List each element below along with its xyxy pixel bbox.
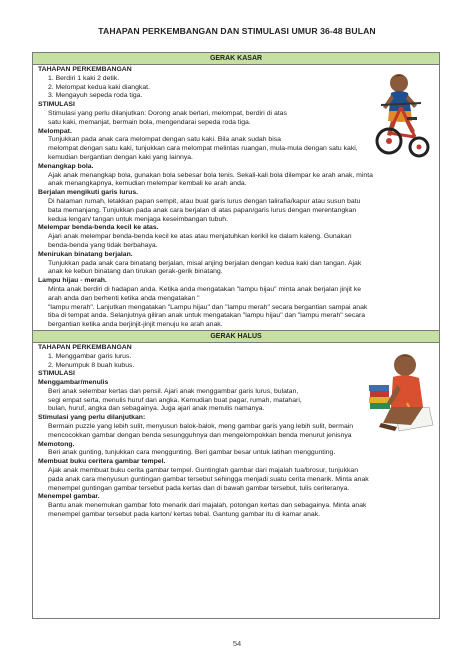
lanjut-text: mencocokkan gambar dengan benda sesungguhnya dan mengelompokkan benda menurut jenisnya bbox=[48, 431, 352, 439]
melempar-benda-label: Melempar benda-benda kecil ke atas. bbox=[38, 224, 159, 232]
melompat-text: Tunjukkan pada anak cara melompat dengan satu kaki. Bila anak sudah bisa bbox=[48, 136, 281, 144]
lanjut-label: Stimulasi yang perlu dilanjutkan: bbox=[38, 414, 146, 422]
halus-stimulasi-label: STIMULASI bbox=[38, 370, 75, 378]
menggambar-label: Menggambar/menulis bbox=[38, 379, 109, 387]
child-drawing-illustration bbox=[367, 345, 435, 439]
melempar-benda-text: Ajari anak melempar benda-benda kecil ke atas atau menjatuhkan kerikil ke dalam kaleng. Gunakan bbox=[48, 233, 352, 241]
kasar-stimulasi-label: STIMULASI bbox=[38, 101, 75, 109]
menempel-text: menempel gambar tersebut pada karton/ kertas tebal. Gantung gambar itu di kamar anak. bbox=[48, 511, 320, 519]
memotong-label: Memotong. bbox=[38, 440, 75, 448]
melempar-benda-text: benda-benda yang tidak berbahaya. bbox=[48, 241, 158, 249]
gerak-halus-header: GERAK HALUS bbox=[33, 330, 439, 343]
lanjut-text: Bermain puzzle yang lebih sulit, menyusun balok-balok, meng gambar garis yang lebih sulit, bermain bbox=[48, 423, 354, 431]
melompat-text: melompat dengan satu kaki, tunjukkan cara melompat melintas ruangan, mula-mula dengan satu kaki, bbox=[48, 145, 358, 153]
kasar-stimulasi-text: satu kaki, memanjat, bermain bola, mengendarai sepeda roda tiga. bbox=[48, 118, 251, 126]
list-item: 2. Melompat kedua kaki diangkat. bbox=[48, 83, 150, 91]
lampu-text: tiba di tempat anda. Selanjutnya giliran anak untuk mengatakan "lampu hijau" dan "lampu merah" secara bbox=[48, 312, 366, 320]
menangkap-bola-label: Menangkap bola. bbox=[38, 162, 94, 170]
garis-lurus-text: kedua lengan/ tangan untuk menjaga keseimbangan tubuh. bbox=[48, 215, 228, 223]
menggambar-text: segi empat serta, menulis huruf dan angka. Kemudian buat pagar, rumah, matahari, bbox=[48, 396, 302, 404]
lampu-label: Lampu hijau - merah. bbox=[38, 277, 107, 285]
list-item: 1. Menggambar garis lurus. bbox=[48, 352, 132, 360]
list-item: 2. Menumpuk 8 buah kubus. bbox=[48, 361, 135, 369]
buku-cerita-label: Membuat buku ceritera gambar tempel. bbox=[38, 458, 166, 466]
halus-tahapan-label: TAHAPAN PERKEMBANGAN bbox=[38, 343, 132, 351]
buku-cerita-text: menempel guntingan gambar tersebut pada kertas dan di bawah gambar tersebut, tulis ceriteranya. bbox=[48, 484, 350, 492]
child-tricycle-illustration bbox=[369, 67, 435, 161]
memotong-text: Beri anak gunting, tunjukkan cara menggunting. Beri gambar besar untuk latihan menggunting. bbox=[48, 449, 336, 457]
melompat-text: kemudian bergantian dengan kaki yang lainnya. bbox=[48, 153, 193, 161]
menggambar-text: Beri anak selembar kertas dan pensil. Ajari anak menggambar garis lurus, bulatan, bbox=[48, 387, 299, 395]
list-item: 3. Mengayuh sepeda roda tiga. bbox=[48, 92, 143, 100]
gerak-kasar-section bbox=[33, 65, 439, 330]
lampu-text: arah anda dan berhenti ketika anda mengatakan " bbox=[48, 294, 200, 302]
menempel-label: Menempel gambar. bbox=[38, 493, 100, 501]
page-title: TAHAPAN PERKEMBANGAN DAN STIMULASI UMUR 36-48 BULAN bbox=[98, 26, 376, 36]
buku-cerita-text: Ajak anak membuat buku cerita gambar tempel. Guntinglah gambar dari majalah tua/brosur, tunjukkan bbox=[48, 467, 359, 475]
kasar-stimulasi-text: Stimulasi yang perlu dilanjutkan: Dorong anak berlari, melompat, berdiri di atas bbox=[48, 109, 287, 117]
binatang-label: Menirukan binatang berjalan. bbox=[38, 250, 133, 258]
melompat-label: Melompat. bbox=[38, 127, 72, 135]
menempel-text: Bantu anak menemukan gambar foto menarik dari majalah, potongan kertas dan sebagainya. Minta anak bbox=[48, 502, 367, 510]
binatang-text: Tunjukkan pada anak cara binatang berjalan, misal anjing berjalan dengan kedua kaki dan tangan. Ajak bbox=[48, 259, 362, 267]
lampu-text: bergantian ketika anda berjinjit-jinjit menuju ke arah anak. bbox=[48, 321, 223, 329]
menangkap-bola-text: Ajak anak menangkap bola, gunakan bola sebesar bola tenis. Sekali-kali bola dilempar ke arah anak, minta bbox=[48, 171, 373, 179]
gerak-halus-section bbox=[33, 343, 439, 520]
buku-cerita-text: pada anak cara menyusun guntingan gambar tersebut sehingga menjadi suatu cerita menarik. Minta anak bbox=[48, 475, 369, 483]
kasar-tahapan-label: TAHAPAN PERKEMBANGAN bbox=[38, 66, 132, 73]
menangkap-bola-text: anak menangkapnya, kemudian melempar kembali ke arah anda. bbox=[48, 180, 247, 188]
garis-lurus-label: Berjalan mengikuti garis lurus. bbox=[38, 189, 139, 197]
page-number: 54 bbox=[232, 639, 242, 648]
binatang-text: anak ke kebun binatang dan tirukan gerak-gerik binatang. bbox=[48, 268, 223, 276]
garis-lurus-text: Di halaman rumah, letakkan papan sempit, atau buat garis lurus dengan talirafia/kapur atau susun batu bbox=[48, 197, 361, 205]
content-frame bbox=[32, 52, 440, 619]
lampu-text: Minta anak berdiri di hadapan anda. Ketika anda mengatakan "lampu hijau" minta anak berjalan jinjit ke bbox=[48, 285, 362, 293]
menggambar-text: bulan, huruf, angka dan sebagainya. Juga ajari anak menulis namanya. bbox=[48, 405, 265, 413]
gerak-kasar-header: GERAK KASAR bbox=[33, 53, 439, 65]
lampu-text: "lampu merah". Lanjutkan mengatakan "Lampu hijau" dan "lampu merah" secara bergantian sampai anak bbox=[48, 303, 368, 311]
garis-lurus-text: bata memanjang. Tunjukkan pada anak cara berjalan di atas papan/garis lurus dengan merentangkan bbox=[48, 206, 357, 214]
list-item: 1. Berdiri 1 kaki 2 detik. bbox=[48, 74, 120, 82]
